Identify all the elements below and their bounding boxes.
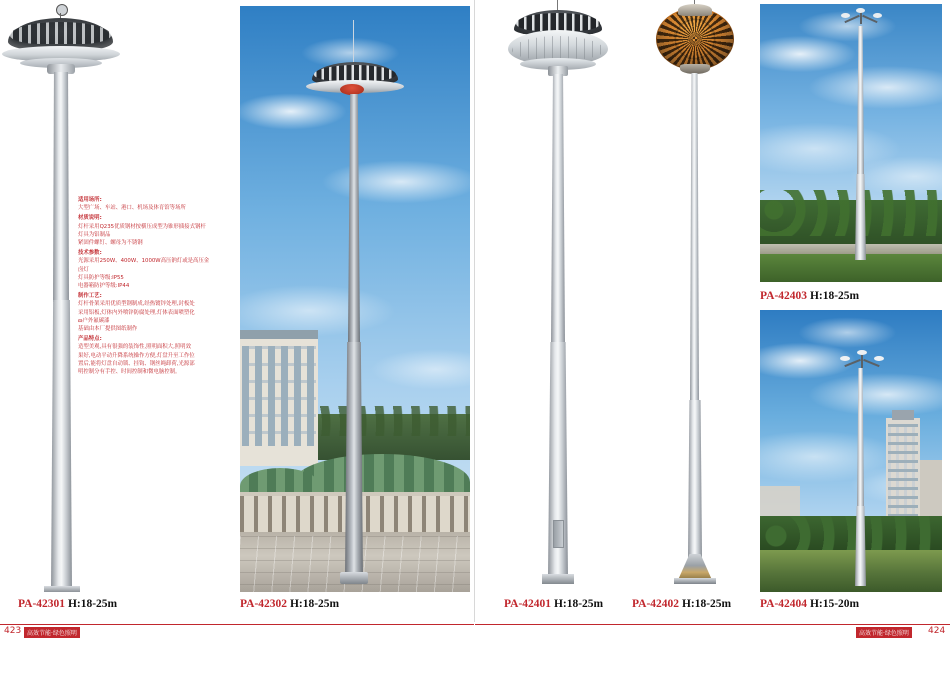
mast-pa-42401	[551, 74, 565, 344]
spec-craft-line-4: 基础由本厂提供图纸制作	[78, 326, 138, 333]
footer-tagline-left: 高效节能·绿色照明	[24, 627, 80, 638]
spec-heading-material: 材质说明:	[78, 215, 102, 222]
luminaire-top-icon	[856, 8, 865, 13]
spec-heading-parameters: 技术参数:	[78, 250, 102, 257]
tree-canopy-texture	[760, 190, 942, 236]
spec-craft-line-3: ణ户外氟碳漆	[78, 317, 110, 324]
page-number-left: 423	[4, 626, 22, 636]
spec-features-line-1: 造型美观,具有很强的装饰性,照明面积大,照明效	[78, 344, 191, 351]
luminaire-left-icon	[841, 13, 850, 18]
page-spine-divider	[474, 0, 475, 622]
mast-lower-pa-42404	[855, 506, 866, 586]
spec-parameters-line-3: 灯具防护等级:IP55	[78, 274, 124, 281]
luminaire-cells-pa-42401	[516, 13, 600, 31]
product-caption-pa-42302: PA-42302 H:18-25m	[240, 598, 340, 610]
spec-material-line-1: 灯杆采用Q235优质钢材按横压成型为锥形插接式钢杆	[78, 223, 206, 230]
mast-access-door	[553, 520, 564, 548]
mast-lower-pa-42301	[51, 300, 72, 590]
spec-heading-craft: 制作工艺:	[78, 293, 102, 300]
mast-lower-pa-42402	[688, 400, 702, 558]
spec-material-line-3: 紧固件螺钉、螺母为不锈钢	[78, 240, 143, 247]
lamp-center-hub	[340, 84, 364, 95]
luminaire-top-icon-2	[857, 350, 867, 355]
foreground-field	[760, 550, 942, 592]
lamp-arms-pa-42403	[844, 12, 878, 28]
hoist-pulley-icon	[56, 4, 68, 16]
product-caption-pa-42301: PA-42301 H:18-25m	[18, 598, 118, 610]
mast-pa-42402	[690, 73, 699, 403]
product-photo-pa-42302	[240, 6, 470, 592]
luminaire-cells-pa-42302	[314, 65, 396, 81]
spec-craft-line-1: 灯杆骨架采用优质型钢制成,经热镀锌处理,封板处	[78, 301, 195, 308]
product-photo-pa-42404	[760, 310, 942, 592]
spec-parameters-line-2: 卤灯	[78, 266, 89, 273]
mast-base-pa-42401	[542, 574, 574, 584]
product-photo-pa-42401	[496, 0, 636, 596]
product-caption-pa-42401: PA-42401 H:18-25m	[504, 598, 604, 610]
spec-features-line-4: 明控制分有手控、时间控制和微电脑控制。	[78, 369, 181, 376]
specification-text	[78, 196, 230, 376]
luminaire-left-icon-2	[840, 356, 850, 361]
mast-lower-pa-42302	[345, 342, 363, 580]
spec-heading-features: 产品特点:	[78, 336, 102, 343]
spec-features-line-2: 果好,电动平动升降系统操作方便,灯盘升至工作位	[78, 352, 195, 359]
footer-tagline-right: 高效节能·绿色照明	[856, 627, 912, 638]
luminaire-cells	[10, 22, 111, 44]
product-photo-pa-42301	[0, 0, 236, 600]
tower-building-roof	[892, 410, 914, 420]
walkway	[760, 244, 942, 254]
product-caption-pa-42402: PA-42402 H:18-25m	[632, 598, 732, 610]
mast-base-plate	[44, 586, 80, 592]
mast-decorative-base	[678, 554, 712, 580]
spec-application-line-1: 大型广场、车站、港口、机场及体育馆等场所	[78, 205, 186, 212]
foreground-lawn	[760, 250, 942, 282]
footer-rule-left	[0, 624, 474, 625]
spec-material-line-2: 灯具为铝制品	[78, 231, 111, 238]
spec-craft-line-2: 采用铝板,灯体内外喷锌防腐处理,灯体表面喷塑化	[78, 309, 195, 316]
product-photo-pa-42403	[760, 4, 942, 282]
mast-foot-pa-42402	[674, 578, 716, 584]
product-photo-pa-42402	[630, 0, 760, 596]
footer-rule-right	[475, 624, 950, 625]
page-number-right: 424	[928, 626, 946, 636]
lamp-dome-ribs	[512, 36, 604, 60]
mast-base-pa-42302	[340, 572, 368, 584]
globe-bottom-cap	[680, 64, 710, 74]
mast-lower-pa-42403	[855, 174, 866, 260]
spec-heading-application: 适用场所:	[78, 197, 102, 203]
spec-features-line-3: 置后,能将灯盘自动锁、挂钩、钢丝绳卸荷,光源部	[78, 360, 195, 367]
lamp-arm-center	[860, 12, 862, 24]
globe-filigree-pattern	[657, 9, 733, 69]
luminaire-right-icon	[873, 13, 882, 18]
building-left-windows	[242, 346, 316, 446]
product-caption-pa-42403: PA-42403 H:18-25m	[760, 290, 860, 302]
hoist-cable-pa-42302	[353, 20, 354, 64]
spec-parameters-line-1: 光源采用250W、400W、1000W高压钠灯或是高压金	[78, 258, 210, 265]
globe-top-cap	[678, 4, 712, 16]
luminaire-right-icon-2	[874, 356, 884, 361]
spec-parameters-line-4: 电器箱防护等级:IP44	[78, 283, 130, 290]
product-caption-pa-42404: PA-42404 H:15-20m	[760, 598, 860, 610]
mast-pa-42301	[53, 72, 69, 302]
lamp-arm-center-2	[861, 354, 863, 368]
building-left-roof	[240, 330, 318, 339]
